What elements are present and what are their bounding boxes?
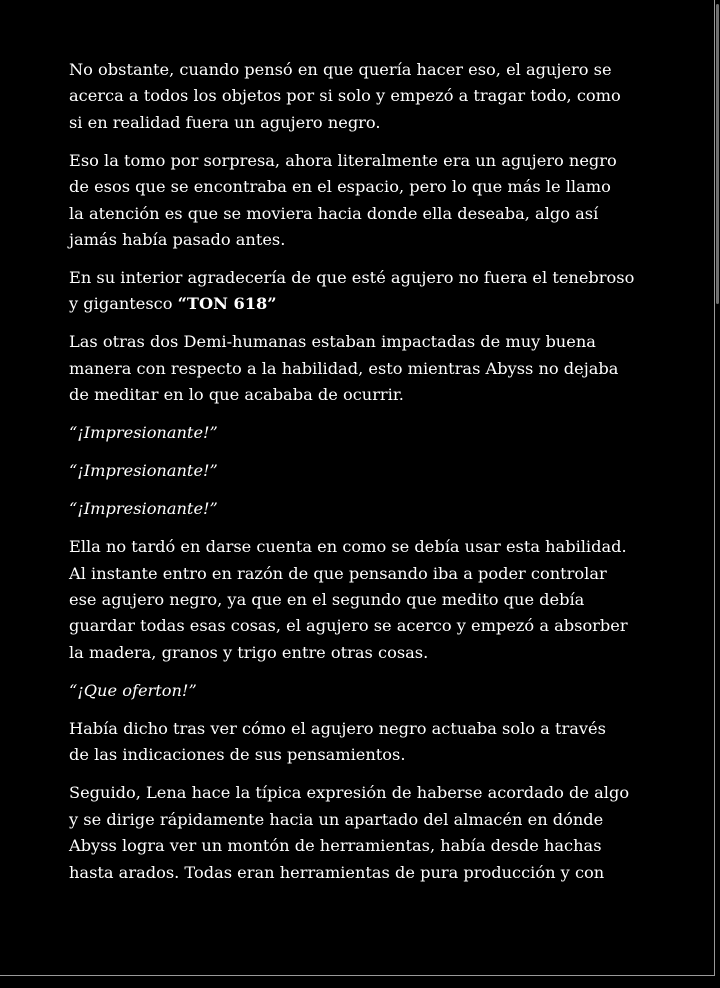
text-line: de meditar en lo que acababa de ocurrir. bbox=[69, 385, 404, 405]
text-line: En su interior agradecería de que esté agujero no fuera el tenebroso bbox=[69, 268, 635, 288]
text-line: “¡Impresionante!” bbox=[69, 423, 218, 443]
paragraph bbox=[69, 329, 659, 408]
text-line: y gigantesco bbox=[69, 294, 178, 314]
paragraph bbox=[69, 148, 659, 254]
vertical-scrollbar[interactable] bbox=[715, 0, 720, 976]
text-line: Había dicho tras ver cómo el agujero negro actuaba solo a través bbox=[69, 718, 606, 738]
text-line: ese agujero negro, ya que en el segundo que medito que debía bbox=[69, 590, 585, 610]
text-line: y se dirige rápidamente hacia un apartado del almacén en dónde bbox=[69, 809, 604, 829]
text-line: “¡Que oferton!” bbox=[69, 680, 197, 700]
paragraph bbox=[69, 780, 659, 886]
text-line: Seguido, Lena hace la típica expresión de haberse acordado de algo bbox=[69, 783, 630, 803]
text-line: la atención es que se moviera hacia donde ella deseaba, algo así bbox=[69, 203, 599, 223]
paragraph bbox=[69, 534, 659, 666]
text-line: de las indicaciones de sus pensamientos. bbox=[69, 745, 406, 765]
ton-618-emphasis: “TON 618” bbox=[177, 294, 277, 314]
text-line: Al instante entro en razón de que pensando iba a poder controlar bbox=[69, 563, 607, 583]
dialogue-line bbox=[69, 420, 659, 446]
text-line: Abyss logra ver un montón de herramientas, había desde hachas bbox=[69, 836, 602, 856]
text-line: No obstante, cuando pensó en que quería hacer eso, el agujero se bbox=[69, 60, 612, 79]
text-line: “¡Impresionante!” bbox=[69, 499, 218, 519]
dialogue-line bbox=[69, 678, 659, 704]
text-line: hasta arados. Todas eran herramientas de pura producción y con bbox=[69, 862, 605, 882]
dialogue-line bbox=[69, 496, 659, 522]
text-line: de esos que se encontraba en el espacio, pero lo que más le llamo bbox=[69, 177, 611, 197]
text-line: guardar todas esas cosas, el agujero se acerco y empezó a absorber bbox=[69, 616, 628, 636]
text-line: la madera, granos y trigo entre otras cosas. bbox=[69, 642, 429, 662]
paragraph bbox=[69, 716, 659, 769]
scrollbar-thumb[interactable] bbox=[716, 4, 719, 304]
dialogue-line bbox=[69, 458, 659, 484]
text-line: acerca a todos los objetos por si solo y empezó a tragar todo, como bbox=[69, 86, 621, 106]
document-body bbox=[69, 57, 659, 898]
text-line: Las otras dos Demi-humanas estaban impactadas de muy buena bbox=[69, 332, 596, 352]
text-line: jamás había pasado antes. bbox=[69, 230, 286, 250]
text-line: Eso la tomo por sorpresa, ahora literalmente era un agujero negro bbox=[69, 150, 617, 170]
text-line: “¡Impresionante!” bbox=[69, 461, 218, 481]
text-line: Ella no tardó en darse cuenta en como se debía usar esta habilidad. bbox=[69, 537, 627, 557]
text-line: si en realidad fuera un agujero negro. bbox=[69, 112, 381, 132]
paragraph bbox=[69, 57, 659, 136]
text-line: manera con respecto a la habilidad, esto mientras Abyss no dejaba bbox=[69, 358, 619, 378]
paragraph bbox=[69, 265, 659, 318]
